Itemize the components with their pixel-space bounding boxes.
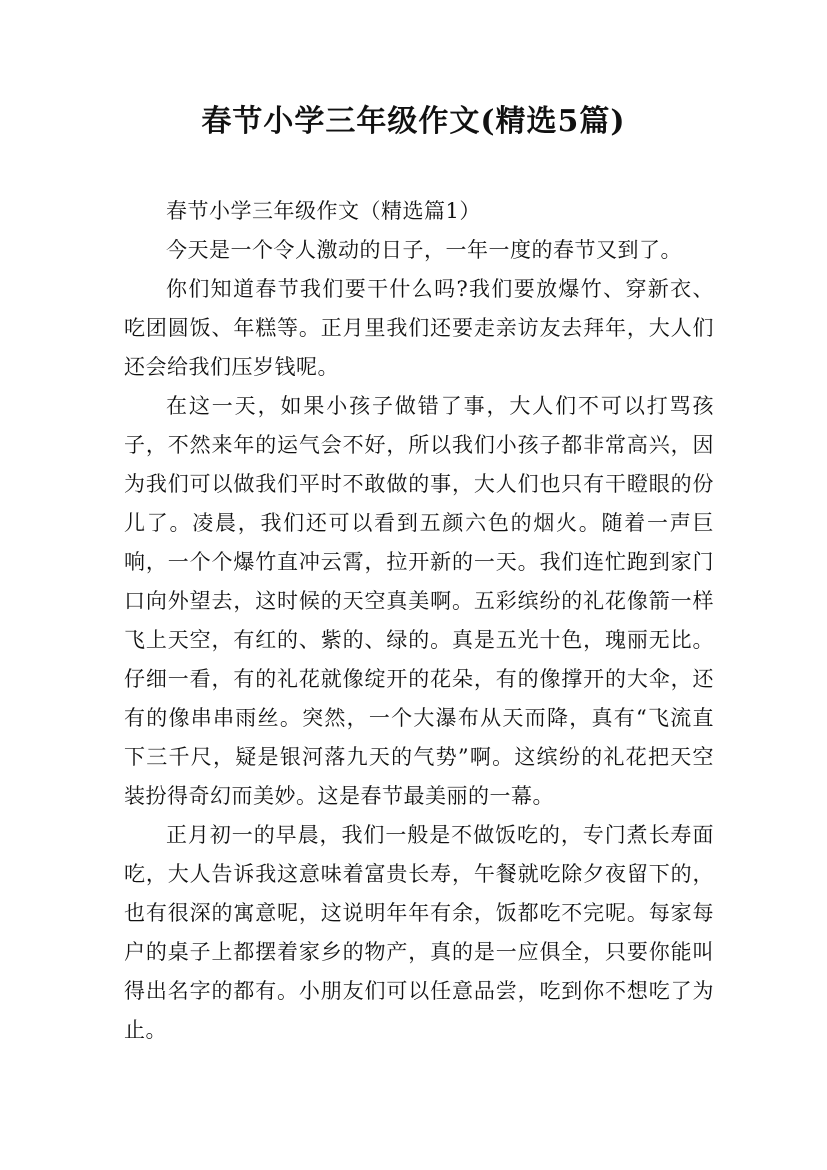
paragraph: 今天是一个令人激动的日子，一年一度的春节又到了。	[166, 238, 682, 262]
document-title: 春节小学三年级作文(精选5篇)	[201, 104, 626, 139]
section-heading: 春节小学三年级作文（精选篇1）	[166, 199, 481, 223]
paragraph: 你们知道春节我们要干什么吗?我们要放爆竹、穿新衣、吃团圆饭、年糕等。正月里我们还要走亲访友去拜年，大人们还会给我们压岁钱呢。	[124, 277, 714, 379]
paragraph: 在这一天，如果小孩子做错了事，大人们不可以打骂孩子，不然来年的运气会不好，所以我们小孩子都非常高兴，因为我们可以做我们平时不敢做的事，大人们也只有干瞪眼的份儿了。凌晨，我们还可以看到五颜六色的烟火。随着一声巨响，一个个爆竹直冲云霄，拉开新的一天。我们连忙跑到家门口向外望去，这时候的天空真美啊。五彩缤纷的礼花像箭一样飞上天空，有红的、紫的、绿的。真是五光十色，瑰丽无比。仔细一看，有的礼花就像绽开的花朵，有的像撑开的大伞，还有的像串串雨丝。突然，一个大瀑布从天而降，真有“飞流直下三千尺，疑是银河落九天的气势”啊。这缤纷的礼花把天空装扮得奇幻而美妙。这是春节最美丽的一幕。	[124, 394, 714, 808]
document-body	[124, 192, 714, 1050]
paragraph: 正月初一的早晨，我们一般是不做饭吃的，专门煮长寿面吃，大人告诉我这意味着富贵长寿，午餐就吃除夕夜留下的，也有很深的寓意呢，这说明年年有余，饭都吃不完呢。每家每户的桌子上都摆着家乡的物产，真的是一应俱全，只要你能叫得出名字的都有。小朋友们可以任意品尝，吃到你不想吃了为止。	[124, 823, 714, 1042]
